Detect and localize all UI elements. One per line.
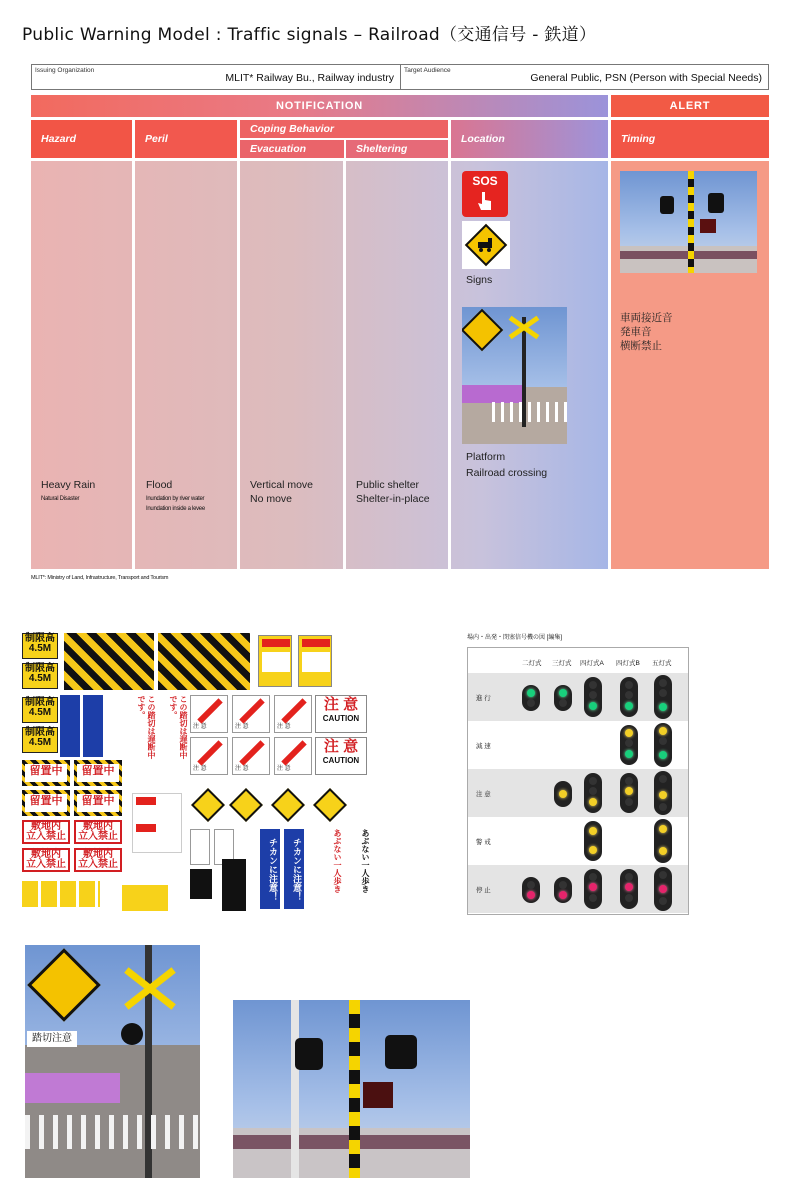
signal-head [584, 677, 602, 717]
small-notice-sign [190, 829, 210, 865]
signal-aspect-table [467, 647, 689, 915]
height-limit-sign: 制限高 4.5M [22, 633, 58, 659]
coping-behavior-header: Coping Behavior [240, 120, 448, 138]
high-voltage-sign: 注 意 [190, 737, 228, 775]
staying-sign: 留置中 [74, 790, 122, 816]
signal-head [620, 725, 638, 765]
signal-row: 停 止 [468, 865, 688, 913]
evacuation-value: No move [250, 493, 293, 505]
timing-item: 車両接近音 [620, 312, 673, 324]
peril-header: Peril [135, 120, 237, 158]
bus-warning-sign [313, 788, 347, 822]
hazard-subtext: Natural Disaster [41, 496, 80, 502]
railroad-crossing-photo-large [25, 945, 200, 1178]
column-header: 三灯式 [552, 660, 572, 667]
warning-poster [298, 635, 332, 687]
high-voltage-sign: 注 意 [232, 695, 270, 733]
page-title: Public Warning Model : Traffic signals – Railroad（交通信号 - 鉄道） [22, 25, 597, 45]
timing-item: 発車音 [620, 326, 652, 338]
warning-poster [258, 635, 292, 687]
alert-header: ALERT [611, 95, 769, 117]
vertical-notice-sign: この踏切は遅断中です。 [132, 695, 156, 765]
no-entry-sign: 敷地内 立入禁止 [74, 848, 122, 872]
hazard-header: Hazard [31, 120, 132, 158]
crossing-caution-label: 踏切注意 [27, 1031, 77, 1047]
signal-head [620, 773, 638, 813]
train-warning-sign [191, 788, 225, 822]
signal-head [620, 869, 638, 909]
signal-head [522, 685, 540, 711]
hand-pointer-icon [473, 189, 497, 213]
signal-head [554, 877, 572, 903]
evacuation-value: Vertical move [250, 479, 314, 491]
sos-label: SOS [472, 174, 498, 188]
high-voltage-sign: 注 意 [274, 737, 312, 775]
hazard-stripe-panel [158, 633, 250, 690]
column-divider [237, 161, 240, 569]
column-divider [343, 161, 346, 569]
info-bar [31, 64, 769, 90]
height-limit-sign: 制限高 4.5M [22, 697, 58, 723]
peril-value: Flood [146, 479, 173, 491]
column-divider [132, 161, 135, 569]
signal-head [654, 675, 672, 719]
timing-item: 横断禁止 [620, 340, 662, 352]
signal-head [584, 821, 602, 861]
peril-subtext: Inundation by river water [146, 496, 205, 502]
caution-sign: 注 意 CAUTION [315, 737, 367, 775]
signal-head [522, 877, 540, 903]
caution-sign: 注 意 CAUTION [315, 695, 367, 733]
sheltering-header: Sheltering [346, 140, 448, 158]
column-header: 四灯式B [616, 660, 640, 667]
railroad-crossing-photo [462, 307, 567, 444]
timing-header: Timing [611, 120, 769, 158]
pervert-warning-sign: チカンに注意！ [284, 829, 304, 909]
footnote: MLIT*: Ministry of Land, Infrastructure, Transport and Tourism [31, 575, 169, 581]
train-warning-sign [229, 788, 263, 822]
train-icon [476, 238, 496, 252]
target-audience-value: General Public, PSN (Person with Special Needs) [530, 72, 762, 84]
evacuation-header: Evacuation [240, 140, 344, 158]
signal-head [620, 677, 638, 717]
staying-sign: 留置中 [22, 790, 70, 816]
black-notice-sign [190, 869, 212, 899]
high-voltage-sign: 注 意 [232, 737, 270, 775]
high-voltage-sign: 注 意 [274, 695, 312, 733]
crossing-signal-photo-large [233, 1000, 470, 1178]
hazard-stripe-panel [64, 633, 154, 690]
column-header: 二灯式 [522, 660, 542, 667]
location-header: Location [451, 120, 608, 158]
notice-poster [132, 793, 182, 853]
crossing-signal-photo [620, 171, 757, 273]
signal-head [654, 723, 672, 767]
sheltering-value: Public shelter [356, 479, 420, 491]
blue-vertical-sign [60, 695, 80, 757]
signal-row: 減 速 [476, 743, 491, 750]
high-voltage-sign: 注 意 [190, 695, 228, 733]
walking-alone-warning-sign: あぶない一人歩き [318, 829, 342, 899]
walking-alone-warning-sign: あぶない一人歩き [346, 829, 370, 899]
yellow-notice-strip [22, 881, 100, 907]
no-entry-sign: 敷地内 立入禁止 [74, 820, 122, 844]
target-audience-cell [401, 65, 768, 89]
platform-label: Platform [466, 451, 506, 463]
black-notice-sign [222, 859, 246, 911]
sos-sign [462, 171, 508, 217]
issuing-organization-cell [32, 65, 401, 89]
signal-row: 注 意 [468, 769, 688, 817]
vertical-notice-sign: この踏切は遅断中です。 [164, 695, 188, 765]
sheltering-value: Shelter-in-place [356, 493, 430, 505]
yellow-notice-panel [122, 885, 168, 911]
signal-head [554, 685, 572, 711]
bus-warning-sign [271, 788, 305, 822]
column-divider [448, 161, 451, 569]
blue-vertical-sign [83, 695, 103, 757]
signal-head [554, 781, 572, 807]
height-limit-sign: 制限高 4.5M [22, 727, 58, 753]
no-entry-sign: 敷地内 立入禁止 [22, 820, 70, 844]
column-header: 五灯式 [652, 660, 672, 667]
height-limit-sign: 制限高 4.5M [22, 663, 58, 689]
signal-head [654, 819, 672, 863]
notification-header: NOTIFICATION [31, 95, 608, 117]
signal-head [654, 867, 672, 911]
issuing-organization-value: MLIT* Railway Bu., Railway industry [225, 72, 394, 84]
signal-row: 警 戒 [476, 839, 491, 846]
target-audience-label: Target Audience [404, 67, 451, 74]
signal-head [654, 771, 672, 815]
peril-subtext: Inundation inside a levee [146, 506, 205, 512]
signal-head [584, 773, 602, 813]
staying-sign: 留置中 [74, 760, 122, 786]
no-entry-sign: 敷地内 立入禁止 [22, 848, 70, 872]
signal-table-caption: 場内・出発・閉塞信号機の図 [編集] [467, 635, 563, 641]
railroad-crossing-label: Railroad crossing [466, 467, 548, 479]
signs-label: Signs [466, 274, 493, 286]
train-warning-sign [462, 221, 510, 269]
signal-row: 進 行 [468, 673, 688, 721]
hazard-value: Heavy Rain [41, 479, 96, 491]
sign-sheet [22, 633, 370, 915]
column-header: 四灯式A [580, 660, 604, 667]
pervert-warning-sign: チカンに注意！ [260, 829, 280, 909]
issuing-organization-label: Issuing Organization [35, 67, 95, 74]
staying-sign: 留置中 [22, 760, 70, 786]
signal-head [584, 869, 602, 909]
